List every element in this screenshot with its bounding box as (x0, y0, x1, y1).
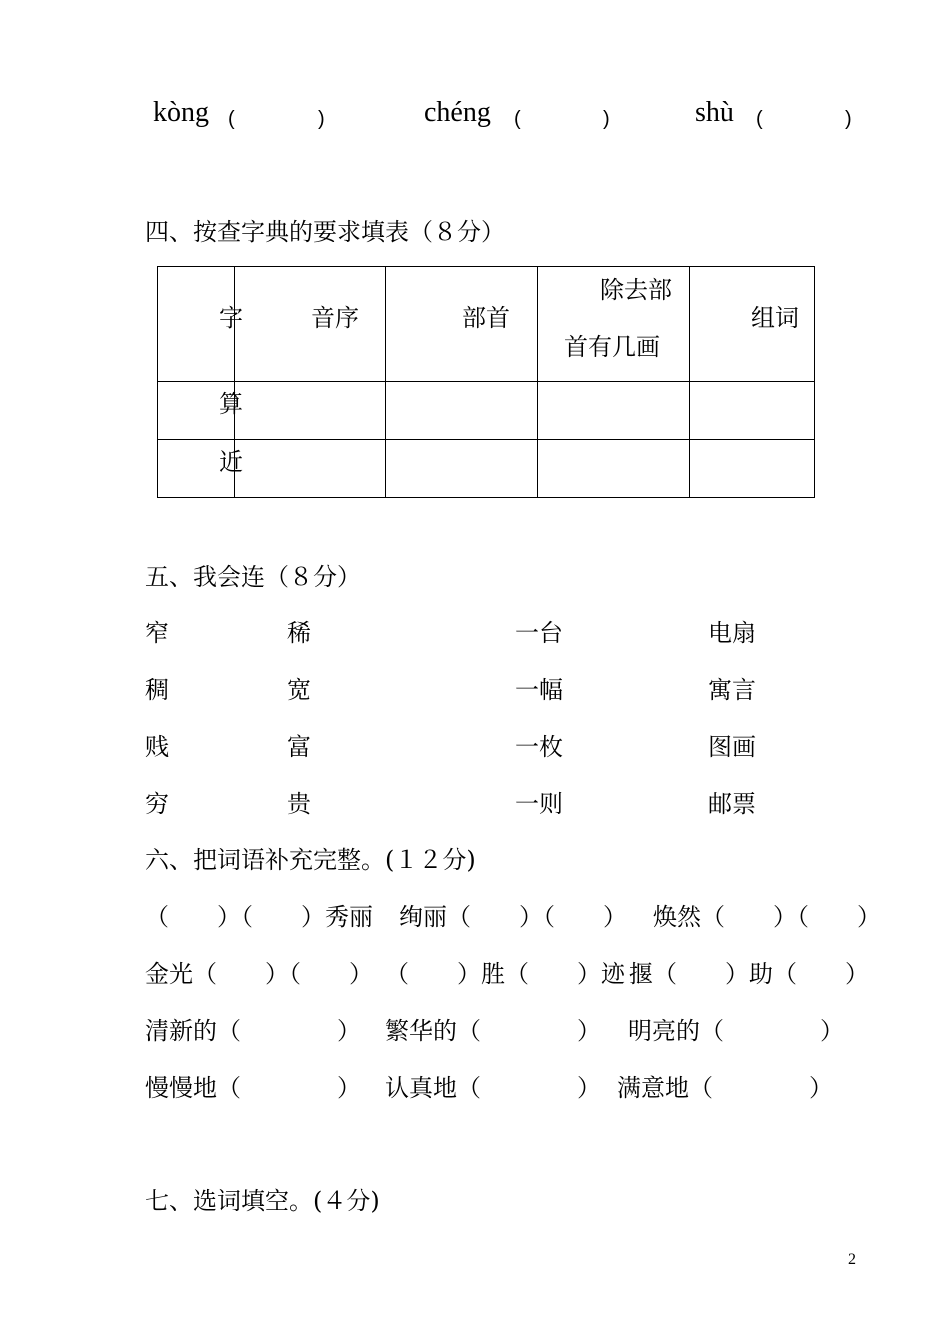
idiom-item: 焕然（ ）（ ） (653, 903, 881, 931)
header-char: 字 (219, 304, 243, 332)
row-char-jin: 近 (219, 448, 243, 476)
paren-open: ( (228, 108, 235, 130)
match-item: 一则 (515, 790, 563, 818)
page-number: 2 (848, 1251, 856, 1268)
section6-title: 六、把词语补充完整。(１２分) (145, 846, 476, 874)
match-item: 富 (287, 733, 311, 761)
match-item: 贱 (145, 733, 169, 761)
match-item: 稀 (287, 619, 311, 647)
match-item: 寓言 (708, 676, 756, 704)
paren-open: ( (514, 108, 521, 130)
section4-title: 四、按查字典的要求填表（８分） (145, 218, 505, 246)
paren-open: ( (756, 108, 763, 130)
match-item: 宽 (287, 676, 311, 704)
match-item: 稠 (145, 676, 169, 704)
idiom-item: 揠（ ）助（ ） (629, 960, 869, 988)
match-item: 邮票 (708, 790, 756, 818)
match-item: 电扇 (708, 619, 756, 647)
phrase-item: 繁华的（ ） (385, 1017, 601, 1045)
phrase-item: 认真地（ ） (385, 1074, 601, 1102)
match-item: 图画 (708, 733, 756, 761)
phrase-item: 明亮的（ ） (628, 1017, 844, 1045)
idiom-item: 金光（ ）（ ） (145, 960, 373, 988)
row-char-suan: 算 (219, 390, 243, 418)
header-radical: 部首 (462, 304, 510, 332)
match-item: 穷 (145, 790, 169, 818)
phrase-item: 慢慢地（ ） (145, 1074, 361, 1102)
paren-close: ) (603, 108, 610, 130)
idiom-item: 绚丽（ ）（ ） (399, 903, 627, 931)
header-order: 音序 (311, 304, 359, 332)
section7-title: 七、选词填空。(４分) (145, 1187, 380, 1215)
header-words: 组词 (751, 304, 799, 332)
match-item: 一幅 (515, 676, 563, 704)
paren-close: ) (845, 108, 852, 130)
match-item: 贵 (287, 790, 311, 818)
match-item: 窄 (145, 619, 169, 647)
idiom-item: （ ）胜（ ）迹 (385, 960, 625, 988)
pinyin-cheng: chéng (424, 97, 491, 128)
match-item: 一枚 (515, 733, 563, 761)
pinyin-kong: kòng (153, 97, 209, 128)
section5-title: 五、我会连（８分） (145, 563, 361, 591)
paren-close: ) (318, 108, 325, 130)
pinyin-shu: shù (695, 97, 734, 128)
phrase-item: 清新的（ ） (145, 1017, 361, 1045)
header-strokes-line2: 首有几画 (564, 333, 660, 361)
idiom-item: （ ）（ ）秀丽 (145, 903, 373, 931)
header-strokes-line1: 除去部 (600, 276, 672, 304)
match-item: 一台 (515, 619, 563, 647)
phrase-item: 满意地（ ） (617, 1074, 833, 1102)
